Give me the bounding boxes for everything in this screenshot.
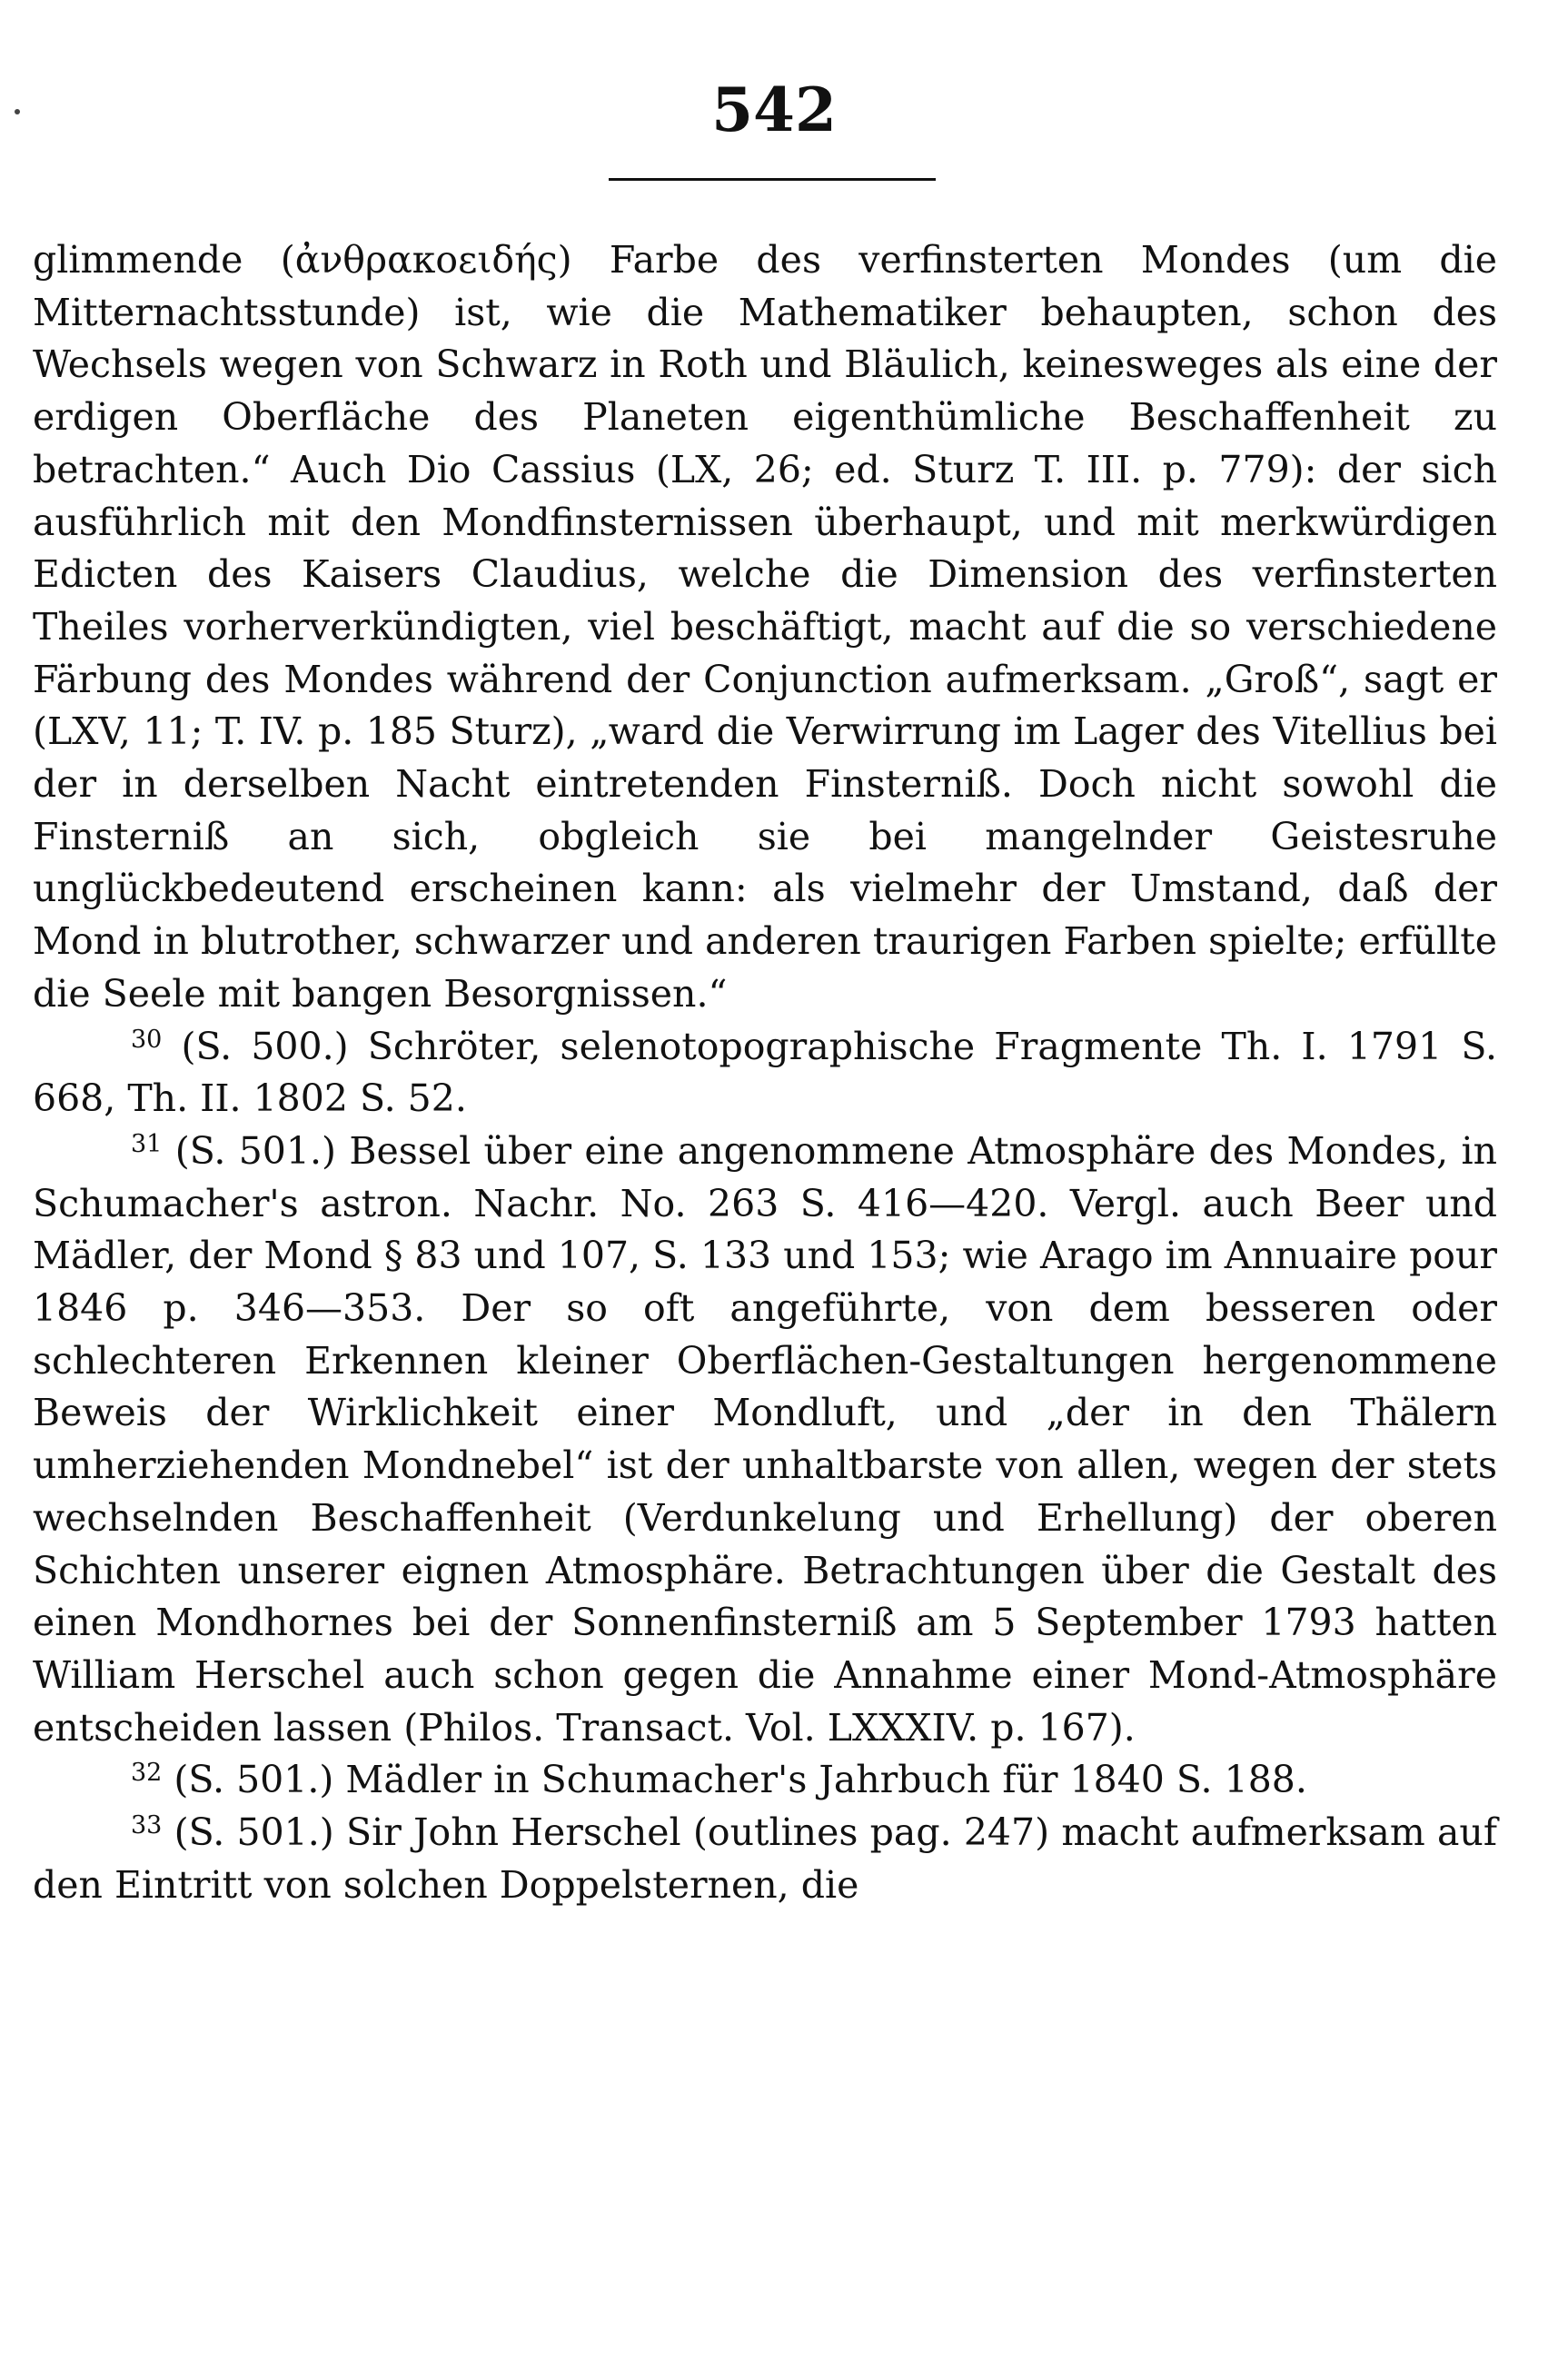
footnote-text: (S. 501.) Mädler in Schumacher's Jahrbuch für 1840 S. 188. (174, 1758, 1307, 1802)
footnote-number: 33 (131, 1811, 163, 1840)
footnote-text: (S. 501.) Sir John Herschel (outlines pag. 247) macht aufmerksam auf den Eintritt von solchen Doppelsternen, die (33, 1810, 1497, 1907)
footnote-number: 31 (131, 1129, 163, 1158)
page-number: 542 (711, 74, 837, 145)
footnote-text: (S. 501.) Bessel über eine angenommene Atmosphäre des Mondes, in Schumacher's astron. Nachr. No. 263 S. 416—420. Vergl. auch Beer und Mädler, der Mond § 83 und 107, S. 133 und 153; wie Arago im Annuaire pour 1846 p. 346—353. Der so oft angeführte, von dem besseren oder schlechteren Erkennen kleiner Oberflächen-Gestaltungen hergenommene Beweis der Wirklichkeit einer Mondluft, und „der in den Thälern umherziehenden Mondnebel“ ist der unhaltbarste von allen, wegen der stets wechselnden Beschaffenheit (Verdunkelung und Erhellung) der oberen Schichten unserer eignen Atmosphäre. Betrachtungen über die Gestalt des einen Mondhornes bei der Sonnenfinsterniß am 5 September 1793 hatten William Herschel auch schon gegen die Annahme einer Mond-Atmosphäre entscheiden lassen (Philos. Transact. Vol. LXXXIV. p. 167). (33, 1128, 1497, 1750)
page-body (33, 234, 1497, 1912)
footnote-number: 32 (131, 1759, 163, 1788)
paragraph-text: glimmende (ἀνθρακοειδής) Farbe des verfinsterten Mondes (um die Mitternachtsstunde) ist, wie die Mathematiker behaupten, schon des Wechsels wegen von Schwarz in Roth und Bläulich, keinesweges als eine der erdigen Oberfläche des Planeten eigenthümliche Beschaffenheit zu betrachten.“ Auch Dio Cassius (LX, 26; ed. Sturz T. III. p. 779): der sich ausführlich mit den Mondfinsternissen überhaupt, und mit merkwürdigen Edicten des Kaisers Claudius, welche die Dimension des verfinsterten Theiles vorherverkündigten, viel beschäftigt, macht auf die so verschiedene Färbung des Mondes während der Conjunction aufmerksam. „Groß“, sagt er (LXV, 11; T. IV. p. 185 Sturz), „ward die Verwirrung im Lager des Vitellius bei der in derselben Nacht eintretenden Finsterniß. Doch nicht sowohl die Finsterniß an sich, obgleich sie bei mangelnder Geistesruhe unglückbedeutend erscheinen kann: als vielmehr der Umstand, daß der Mond in blutrother, schwarzer und anderen traurigen Farben spielte; erfüllte die Seele mit bangen Besorgnissen.“ (33, 238, 1497, 1016)
footnote-number: 30 (131, 1025, 163, 1054)
continuation-paragraph (33, 234, 1497, 1021)
footnote-30 (33, 1021, 1497, 1126)
footnote-33 (33, 1807, 1497, 1911)
footnote-text: (S. 500.) Schröter, selenotopographische Fragmente Th. I. 1791 S. 668, Th. II. 1802 S. 52. (33, 1024, 1497, 1121)
footnote-31 (33, 1126, 1497, 1754)
footnote-32 (33, 1754, 1497, 1807)
header-rule (609, 178, 936, 181)
